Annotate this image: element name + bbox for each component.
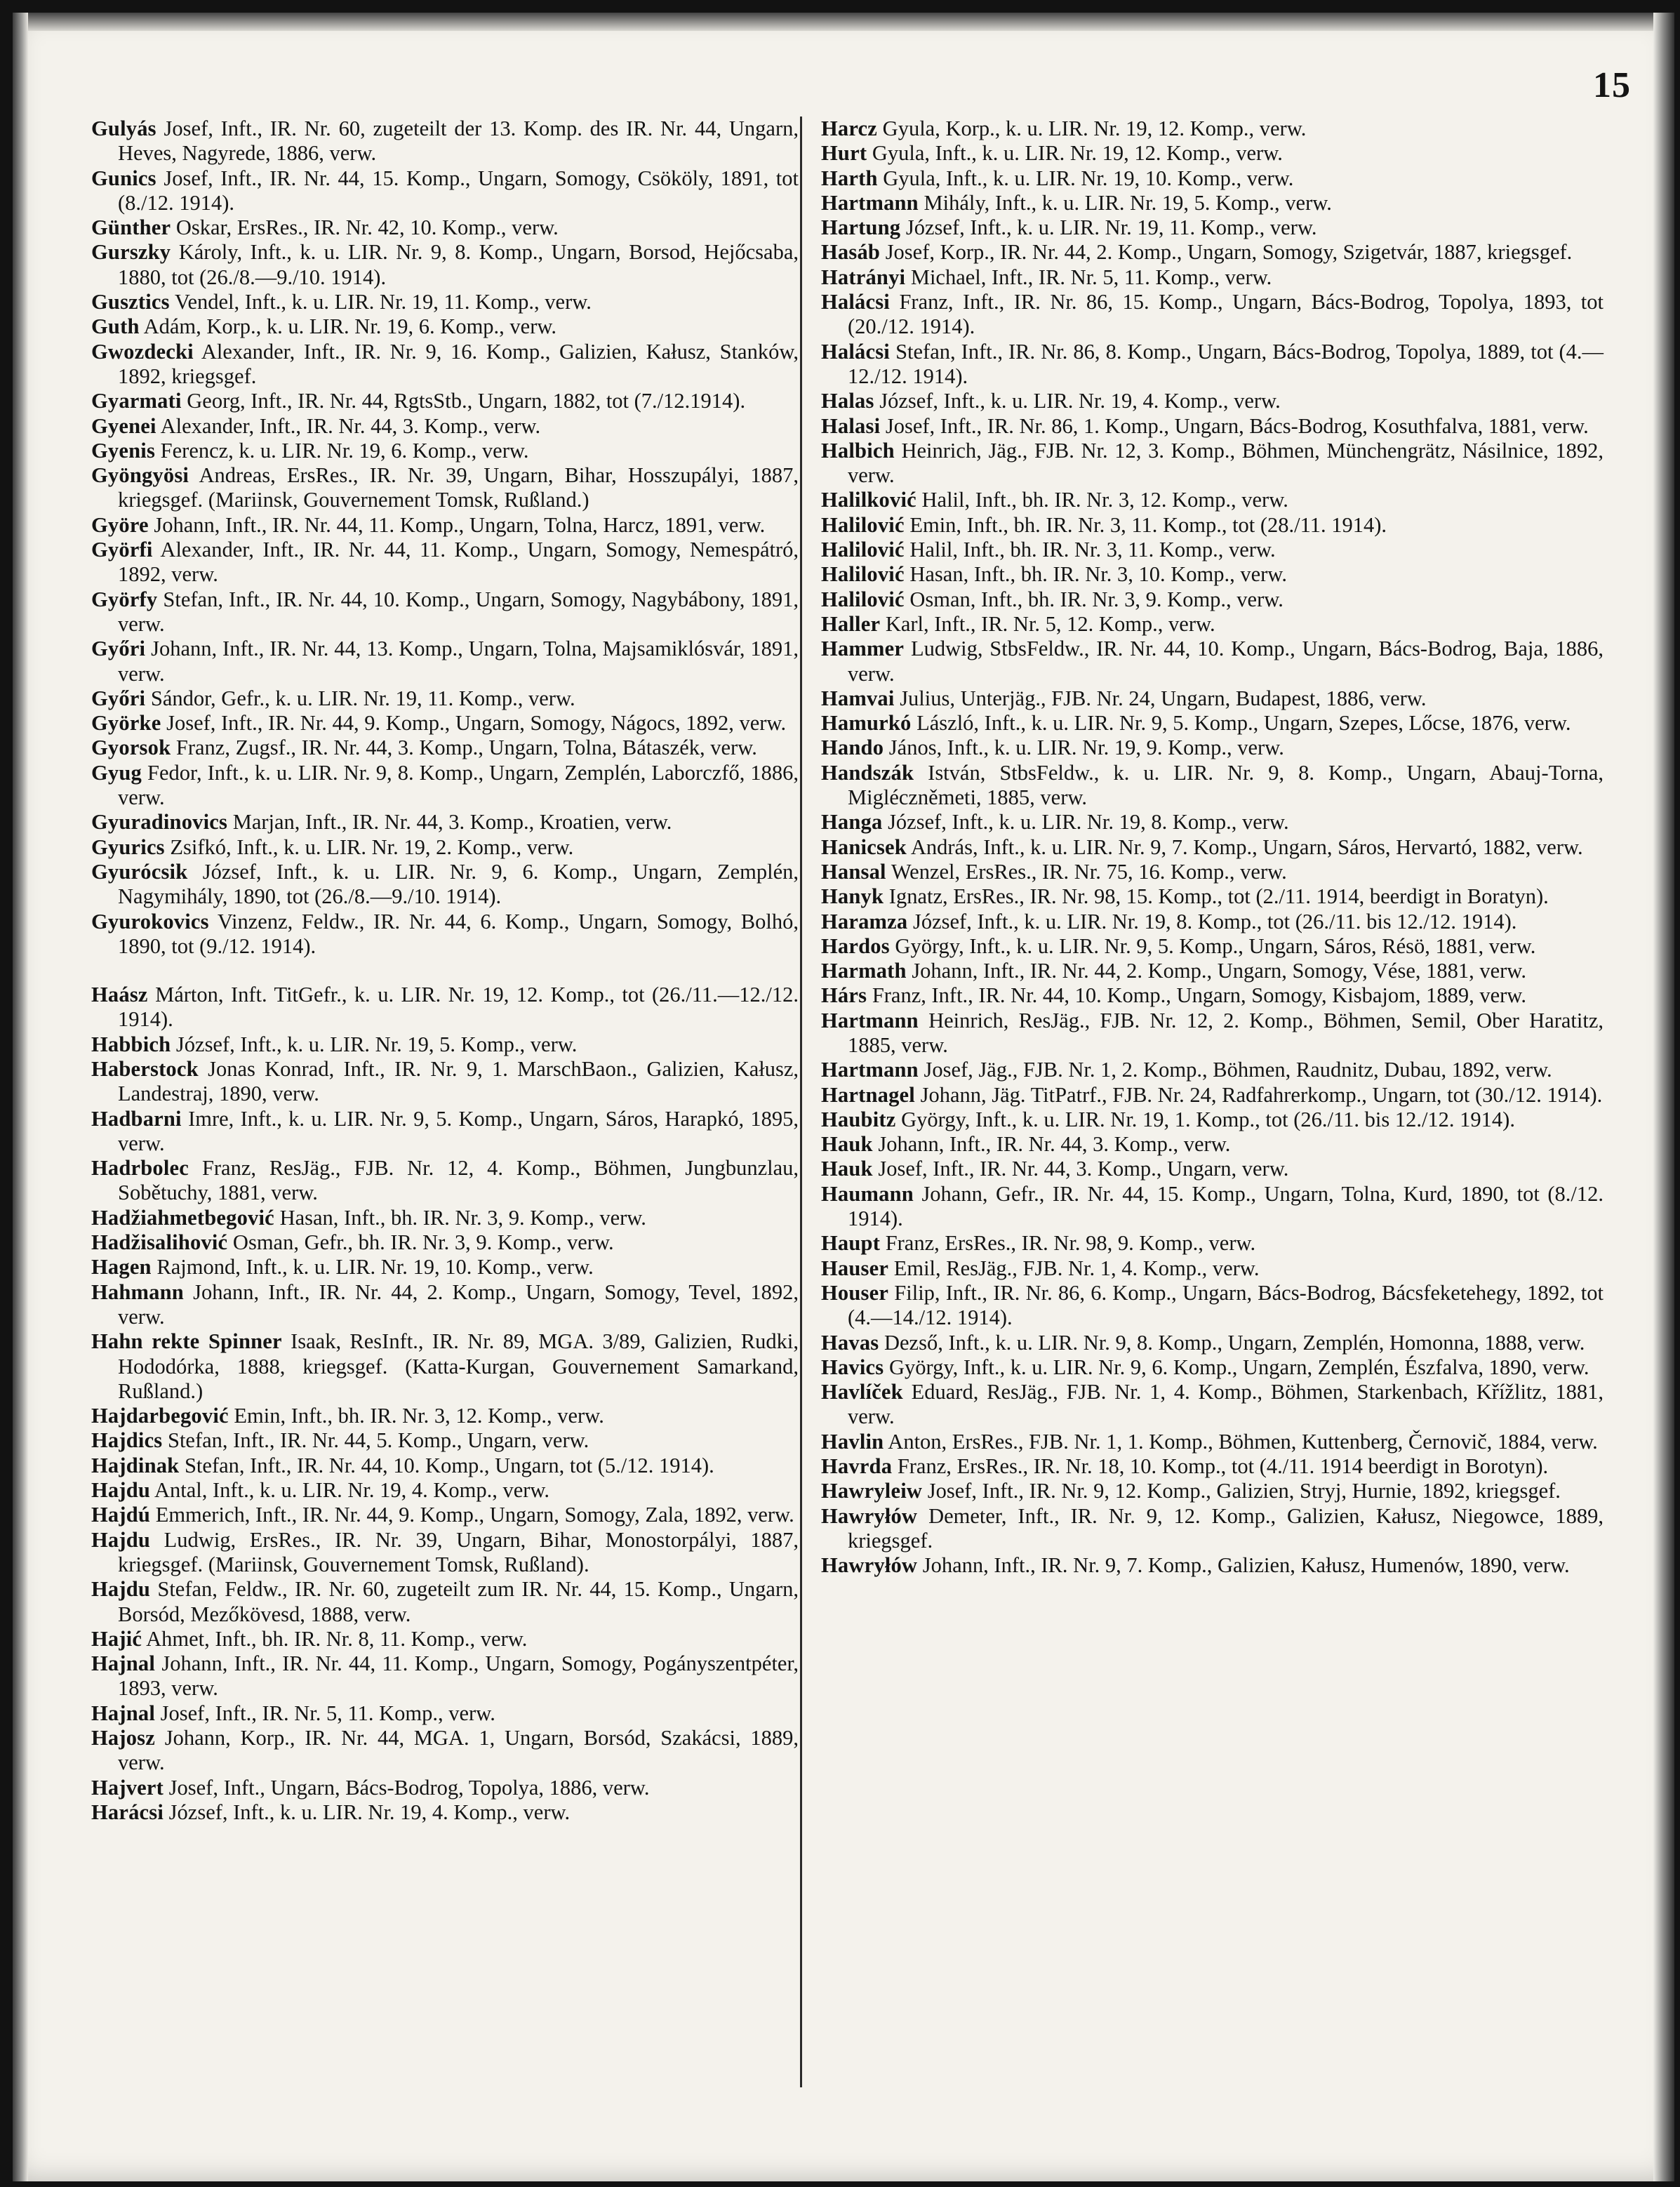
entry-details: Gyula, Inft., k. u. LIR. Nr. 19, 12. Komp., verw. — [872, 141, 1283, 166]
entry-surname: Halilović — [821, 587, 905, 611]
entry-details: Franz, Zugsf., IR. Nr. 44, 3. Komp., Ungarn, Tolna, Bátaszék, verw. — [175, 736, 757, 760]
casualty-entry — [91, 513, 799, 538]
entry-surname: Halilović — [821, 512, 905, 537]
entry-details: Gyula, Inft., k. u. LIR. Nr. 19, 10. Komp., verw. — [883, 166, 1294, 190]
entry-surname: Hajdu — [91, 1527, 151, 1552]
entry-details: Johann, Inft., IR. Nr. 9, 7. Komp., Galizien, Kałusz, Humenów, 1890, verw. — [922, 1553, 1570, 1578]
entry-surname: Hansal — [821, 859, 886, 884]
entry-surname: Gusztics — [91, 290, 170, 314]
entry-details: Georg, Inft., IR. Nr. 44, RgtsStb., Ungarn, 1882, tot (7./12.1914). — [187, 389, 746, 413]
casualty-entry — [821, 141, 1604, 166]
entry-surname: Hartnagel — [821, 1082, 915, 1107]
entry-surname: Havrda — [821, 1454, 893, 1479]
casualty-entry — [91, 389, 799, 413]
casualty-entry — [821, 1331, 1604, 1355]
casualty-entry — [821, 736, 1604, 760]
entry-surname: Győri — [91, 686, 146, 710]
entry-details: Osman, Inft., bh. IR. Nr. 3, 9. Komp., verw. — [909, 587, 1284, 611]
casualty-entry — [91, 736, 799, 760]
entry-details: Josef, Inft., IR. Nr. 44, 9. Komp., Ungarn, Somogy, Nágocs, 1892, verw. — [166, 711, 787, 736]
entry-details: Josef, Inft., IR. Nr. 60, zugeteilt der 13. Komp. des IR. Nr. 44, Ungarn, Heves, Nagyrede, 1886, verw. — [118, 117, 799, 166]
casualty-entry — [91, 1206, 799, 1230]
casualty-entry — [91, 711, 799, 736]
entry-details: Johann, Jäg. TitPatrf., FJB. Nr. 24, Radfahrerkomp., Ungarn, tot (30./12. 1914). — [920, 1082, 1603, 1107]
entry-surname: Györe — [91, 512, 149, 537]
entry-surname: Hartung — [821, 215, 901, 240]
casualty-entry — [91, 1577, 799, 1627]
entry-details: Antal, Inft., k. u. LIR. Nr. 19, 4. Komp., verw. — [154, 1478, 550, 1503]
entry-details: József, Inft., k. u. LIR. Nr. 19, 8. Komp., verw. — [888, 810, 1289, 835]
entry-details: Alexander, Inft., IR. Nr. 44, 3. Komp., verw. — [160, 413, 541, 438]
entry-details: Josef, Inft., IR. Nr. 86, 1. Komp., Ungarn, Bács-Bodrog, Kosuthfalva, 1881, verw. — [885, 413, 1589, 438]
entry-surname: Hajnal — [91, 1701, 156, 1725]
casualty-entry — [91, 810, 799, 835]
entry-surname: Hasáb — [821, 240, 881, 265]
entry-details: Johann, Inft., IR. Nr. 44, 2. Komp., Ungarn, Somogy, Tevel, 1892, verw. — [118, 1279, 799, 1329]
entry-details: Ferencz, k. u. LIR. Nr. 19, 6. Komp., verw. — [160, 438, 529, 463]
casualty-entry — [91, 1726, 799, 1776]
entry-surname: Haramza — [821, 909, 908, 933]
entry-details: Emin, Inft., bh. IR. Nr. 3, 11. Komp., tot (28./11. 1914). — [909, 512, 1387, 537]
casualty-entry — [821, 835, 1604, 860]
entry-details: Mihály, Inft., k. u. LIR. Nr. 19, 5. Komp., verw. — [924, 190, 1332, 215]
entry-details: Vendel, Inft., k. u. LIR. Nr. 19, 11. Komp., verw. — [174, 290, 592, 314]
entry-details: József, Inft., k. u. LIR. Nr. 19, 5. Komp., verw. — [175, 1032, 578, 1056]
entry-surname: Haberstock — [91, 1056, 199, 1081]
entry-surname: Hartmann — [821, 190, 919, 215]
entry-surname: Hauk — [821, 1157, 873, 1181]
entry-surname: Györfi — [91, 538, 153, 562]
casualty-entry — [91, 1156, 799, 1206]
casualty-entry — [91, 1627, 799, 1651]
entry-surname: Hauk — [821, 1132, 873, 1157]
entry-surname: Gyarmati — [91, 389, 182, 413]
entry-surname: Gyöngyösi — [91, 463, 189, 488]
casualty-entry — [91, 1503, 799, 1527]
entry-surname: Hajdu — [91, 1577, 151, 1602]
entry-details: Josef, Inft., IR. Nr. 5, 11. Komp., verw. — [160, 1701, 495, 1725]
casualty-entry — [91, 1478, 799, 1503]
entry-surname: Harth — [821, 166, 878, 190]
entry-details: Zsifkó, Inft., k. u. LIR. Nr. 19, 2. Komp., verw. — [170, 835, 574, 859]
casualty-entry — [821, 117, 1604, 141]
entry-details: József, Inft., k. u. LIR. Nr. 9, 6. Komp., Ungarn, Zemplén, Nagymihály, 1890, tot (26./8.—9./10. 1914). — [118, 859, 799, 909]
entry-details: Jonas Konrad, Inft., IR. Nr. 9, 1. MarschBaon., Galizien, Kałusz, Landestraj, 1890, verw. — [118, 1056, 799, 1106]
entry-details: Franz, ErsRes., IR. Nr. 98, 9. Komp., verw. — [885, 1231, 1256, 1256]
entry-surname: Handszák — [821, 760, 914, 785]
casualty-entry — [91, 835, 799, 860]
entry-details: Emil, ResJäg., FJB. Nr. 1, 4. Komp., verw. — [893, 1256, 1260, 1280]
entry-details: Emin, Inft., bh. IR. Nr. 3, 12. Komp., verw. — [234, 1404, 604, 1428]
entry-details: Josef, Inft., IR. Nr. 9, 12. Komp., Galizien, Stryj, Hurnie, 1892, kriegsgef. — [927, 1479, 1561, 1503]
entry-details: Johann, Inft., IR. Nr. 44, 11. Komp., Ungarn, Tolna, Harcz, 1891, verw. — [154, 512, 766, 537]
entry-surname: Hadžisalihović — [91, 1230, 228, 1255]
entry-details: Marjan, Inft., IR. Nr. 44, 3. Komp., Kroatien, verw. — [232, 810, 672, 835]
casualty-entry — [821, 1504, 1604, 1554]
entry-details: Emmerich, Inft., IR. Nr. 44, 9. Komp., Ungarn, Somogy, Zala, 1892, verw. — [155, 1503, 794, 1527]
entry-surname: Györfy — [91, 587, 158, 611]
entry-surname: Harmath — [821, 959, 907, 983]
entry-details: György, Inft., k. u. LIR. Nr. 19, 1. Komp., tot (26./11. bis 12./12. 1914). — [901, 1107, 1515, 1131]
entry-details: Franz, ResJäg., FJB. Nr. 12, 4. Komp., Böhmen, Jungbunzlau, Sobětuchy, 1881, verw. — [118, 1156, 799, 1205]
casualty-entry — [91, 1776, 799, 1800]
casualty-entry — [91, 290, 799, 314]
casualty-entry — [821, 884, 1604, 909]
entry-surname: Hanicsek — [821, 835, 907, 859]
casualty-entry — [821, 389, 1604, 413]
casualty-entry — [91, 1230, 799, 1255]
entry-surname: Havlin — [821, 1429, 884, 1454]
entry-surname: Havics — [821, 1355, 884, 1379]
entry-details: Sándor, Gefr., k. u. LIR. Nr. 19, 11. Komp., verw. — [150, 686, 575, 710]
entry-surname: Hajvert — [91, 1775, 164, 1800]
casualty-entry — [821, 860, 1604, 884]
page-edge-top — [13, 13, 1674, 31]
casualty-entry — [821, 1108, 1604, 1132]
casualty-entry — [91, 1428, 799, 1453]
entry-details: Julius, Unterjäg., FJB. Nr. 24, Ungarn, Budapest, 1886, verw. — [900, 686, 1427, 710]
casualty-entry — [821, 910, 1604, 934]
left-column — [91, 117, 799, 1825]
entry-details: Imre, Inft., k. u. LIR. Nr. 9, 5. Komp., Ungarn, Sáros, Harapkó, 1895, verw. — [118, 1106, 799, 1155]
casualty-entry — [821, 1454, 1604, 1479]
casualty-entry — [821, 1132, 1604, 1157]
entry-details: József, Inft., k. u. LIR. Nr. 19, 4. Komp., verw. — [879, 389, 1281, 413]
entry-details: Franz, Inft., IR. Nr. 86, 15. Komp., Ungarn, Bács-Bodrog, Topolya, 1893, tot (20./12. 1914). — [848, 290, 1604, 339]
casualty-entry — [821, 1256, 1604, 1281]
casualty-entry — [91, 340, 799, 390]
column-divider — [800, 117, 802, 2087]
casualty-entry — [821, 637, 1604, 686]
entry-surname: Haupt — [821, 1231, 881, 1256]
entry-details: Ignatz, ErsRes., IR. Nr. 98, 15. Komp., tot (2./11. 1914, beerdigt in Boratyn). — [888, 884, 1549, 909]
entry-details: Fedor, Inft., k. u. LIR. Nr. 9, 8. Komp., Ungarn, Zemplén, Laborczfő, 1886, verw. — [118, 760, 799, 810]
entry-surname: Halilković — [821, 488, 916, 512]
casualty-entry — [821, 1479, 1604, 1503]
casualty-entry — [821, 761, 1604, 811]
entry-surname: Gulyás — [91, 117, 156, 140]
casualty-entry — [821, 1430, 1604, 1454]
casualty-entry — [91, 1329, 799, 1404]
casualty-entry — [91, 761, 799, 811]
entry-surname: Hagen — [91, 1255, 152, 1279]
casualty-entry — [91, 1032, 799, 1057]
casualty-entry — [91, 637, 799, 686]
casualty-entry — [821, 1009, 1604, 1058]
entry-details: Josef, Inft., Ungarn, Bács-Bodrog, Topolya, 1886, verw. — [168, 1775, 650, 1800]
entry-surname: Hajdinak — [91, 1453, 180, 1477]
entry-details: Ludwig, ErsRes., IR. Nr. 39, Ungarn, Bihar, Monostorpályi, 1887, kriegsgef. (Mariinsk, Gouvernement Tomsk, Rußland). — [118, 1527, 799, 1576]
entry-surname: Hahmann — [91, 1279, 184, 1304]
entry-surname: Hajosz — [91, 1726, 155, 1750]
casualty-entry — [821, 290, 1604, 340]
casualty-entry — [821, 1157, 1604, 1181]
entry-details: Josef, Korp., IR. Nr. 44, 2. Komp., Ungarn, Somogy, Szigetvár, 1887, kriegsgef. — [885, 240, 1573, 265]
casualty-entry — [91, 1057, 799, 1107]
entry-details: József, Inft., k. u. LIR. Nr. 19, 8. Komp., tot (26./11. bis 12./12. 1914). — [912, 909, 1517, 933]
casualty-entry — [821, 439, 1604, 488]
casualty-entry — [91, 240, 799, 290]
entry-details: Hasan, Inft., bh. IR. Nr. 3, 9. Komp., verw. — [279, 1205, 646, 1230]
entry-details: Johann, Inft., IR. Nr. 44, 3. Komp., verw. — [878, 1132, 1231, 1157]
casualty-entry — [91, 686, 799, 711]
entry-details: Filip, Inft., IR. Nr. 86, 6. Komp., Ungarn, Bács-Bodrog, Bácsfeketehegy, 1892, tot (4.—14./12. 1914). — [848, 1280, 1604, 1330]
casualty-entry — [91, 439, 799, 463]
casualty-entry — [821, 414, 1604, 439]
casualty-entry — [91, 166, 799, 216]
entry-surname: Haász — [91, 983, 148, 1007]
casualty-entry — [821, 1281, 1604, 1331]
entry-details: Dezső, Inft., k. u. LIR. Nr. 9, 8. Komp., Ungarn, Zemplén, Homonna, 1888, verw. — [884, 1330, 1585, 1355]
entry-details: Wenzel, ErsRes., IR. Nr. 75, 16. Komp., verw. — [891, 859, 1287, 884]
entry-surname: Hamurkó — [821, 711, 912, 736]
entry-details: Heinrich, ResJäg., FJB. Nr. 12, 2. Komp., Böhmen, Semil, Ober Haratitz, 1885, verw. — [848, 1008, 1604, 1057]
entry-details: Heinrich, Jäg., FJB. Nr. 12, 3. Komp., Böhmen, Münchengrätz, Násilnice, 1892, verw. — [848, 438, 1604, 488]
entry-surname: Hanyk — [821, 884, 884, 909]
entry-surname: Hajdarbegović — [91, 1404, 229, 1428]
entry-surname: Hajić — [91, 1626, 142, 1651]
entry-details: Demeter, Inft., IR. Nr. 9, 12. Komp., Galizien, Kałusz, Niegowce, 1889, kriegsgef. — [848, 1503, 1604, 1553]
casualty-entry — [91, 1404, 799, 1428]
casualty-entry — [821, 810, 1604, 835]
entry-details: Anton, ErsRes., FJB. Nr. 1, 1. Komp., Böhmen, Kuttenberg, Černovič, 1884, verw. — [888, 1429, 1598, 1454]
casualty-entry — [821, 1083, 1604, 1108]
entry-surname: Halbich — [821, 438, 895, 463]
entry-details: Ahmet, Inft., bh. IR. Nr. 8, 11. Komp., verw. — [146, 1626, 528, 1651]
casualty-entry — [91, 314, 799, 339]
entry-surname: Hajnal — [91, 1651, 156, 1676]
entry-surname: Hardos — [821, 933, 890, 958]
entry-surname: Habbich — [91, 1032, 171, 1056]
casualty-entry — [821, 959, 1604, 983]
entry-surname: Hatrányi — [821, 265, 906, 289]
casualty-entry — [91, 587, 799, 637]
entry-details: Josef, Inft., IR. Nr. 44, 3. Komp., Ungarn, verw. — [878, 1157, 1289, 1181]
entry-surname: Hammer — [821, 637, 905, 661]
entry-details: Eduard, ResJäg., FJB. Nr. 1, 4. Komp., Böhmen, Starkenbach, Křížlitz, 1881, verw. — [848, 1380, 1604, 1429]
entry-details: Johann, Korp., IR. Nr. 44, MGA. 1, Ungarn, Borsód, Szakácsi, 1889, verw. — [118, 1726, 799, 1775]
casualty-entry — [821, 166, 1604, 191]
entry-surname: Halasi — [821, 413, 881, 438]
casualty-entry — [91, 1280, 799, 1330]
entry-surname: Hawryłów — [821, 1553, 918, 1578]
entry-surname: Hawryleiw — [821, 1479, 923, 1503]
entry-details: Adám, Korp., k. u. LIR. Nr. 19, 6. Komp., verw. — [143, 314, 557, 339]
entry-surname: Haubitz — [821, 1107, 896, 1131]
casualty-entry — [821, 612, 1604, 637]
entry-details: Isaak, ResInft., IR. Nr. 89, MGA. 3/89, Galizien, Rudki, Hododórka, 1888, kriegsgef. (Katta-Kurgan, Gouvernement Samarkand, Rußland.) — [118, 1329, 799, 1403]
entry-surname: Havas — [821, 1330, 879, 1355]
entry-surname: Haumann — [821, 1181, 914, 1206]
casualty-entry — [91, 414, 799, 439]
entry-details: Franz, ErsRes., IR. Nr. 18, 10. Komp., tot (4./11. 1914 beerdigt in Borotyn). — [897, 1454, 1549, 1479]
casualty-entry — [821, 934, 1604, 959]
casualty-entry — [821, 191, 1604, 215]
entry-details: Gyula, Korp., k. u. LIR. Nr. 19, 12. Komp., verw. — [882, 117, 1307, 140]
entry-details: Alexander, Inft., IR. Nr. 9, 16. Komp., Galizien, Kałusz, Stanków, 1892, kriegsgef. — [118, 339, 799, 388]
entry-details: Stefan, Inft., IR. Nr. 86, 8. Komp., Ungarn, Bács-Bodrog, Topolya, 1889, tot (4.—12./12. 1914). — [848, 339, 1604, 388]
entry-details: Oskar, ErsRes., IR. Nr. 42, 10. Komp., verw. — [175, 215, 559, 240]
entry-surname: Györke — [91, 711, 161, 736]
entry-surname: Hárs — [821, 983, 867, 1008]
entry-details: László, Inft., k. u. LIR. Nr. 9, 5. Komp., Ungarn, Szepes, Lőcse, 1876, verw. — [916, 711, 1571, 736]
entry-details: Franz, Inft., IR. Nr. 44, 10. Komp., Ungarn, Somogy, Kisbajom, 1889, verw. — [872, 983, 1526, 1008]
entry-details: Márton, Inft. TitGefr., k. u. LIR. Nr. 19, 12. Komp., tot (26./11.—12./12. 1914). — [118, 983, 799, 1032]
entry-surname: Gyenei — [91, 413, 156, 438]
entry-details: Osman, Gefr., bh. IR. Nr. 3, 9. Komp., verw. — [232, 1230, 614, 1255]
entry-details: Michael, Inft., IR. Nr. 5, 11. Komp., verw. — [910, 265, 1272, 289]
entry-surname: Halácsi — [821, 339, 890, 364]
page-number: 15 — [1593, 65, 1631, 105]
casualty-entry — [91, 1800, 799, 1825]
entry-details: György, Inft., k. u. LIR. Nr. 9, 6. Komp., Ungarn, Zemplén, Észfalva, 1890, verw. — [888, 1355, 1589, 1379]
entry-details: Halil, Inft., bh. IR. Nr. 3, 12. Komp., verw. — [921, 488, 1288, 512]
casualty-entry — [91, 463, 799, 513]
entry-details: István, StbsFeldw., k. u. LIR. Nr. 9, 8. Komp., Ungarn, Abauj-Torna, Migléczněmeti, 1885, verw. — [848, 760, 1604, 810]
entry-details: Johann, Gefr., IR. Nr. 44, 15. Komp., Ungarn, Tolna, Kurd, 1890, tot (8./12. 1914). — [848, 1181, 1604, 1231]
entry-surname: Halácsi — [821, 290, 890, 314]
casualty-entry — [821, 340, 1604, 390]
book-page — [13, 13, 1674, 2181]
entry-details: Stefan, Inft., IR. Nr. 44, 10. Komp., Ungarn, tot (5./12. 1914). — [184, 1453, 714, 1477]
entry-surname: Harácsi — [91, 1800, 164, 1824]
entry-surname: Hadbarni — [91, 1106, 182, 1131]
entry-surname: Hauser — [821, 1256, 889, 1280]
entry-surname: Gyurics — [91, 835, 165, 859]
entry-details: Hasan, Inft., bh. IR. Nr. 3, 10. Komp., verw. — [909, 562, 1287, 587]
entry-details: Karl, Inft., IR. Nr. 5, 12. Komp., verw. — [885, 611, 1215, 636]
entry-surname: Hawryłów — [821, 1503, 918, 1528]
entry-surname: Gyug — [91, 760, 142, 785]
entry-details: Halil, Inft., bh. IR. Nr. 3, 11. Komp., verw. — [909, 538, 1276, 562]
casualty-entry — [821, 1380, 1604, 1430]
casualty-entry — [91, 538, 799, 587]
entry-surname: Hajdu — [91, 1478, 151, 1503]
entry-details: Andreas, ErsRes., IR. Nr. 39, Ungarn, Bihar, Hosszupályi, 1887, kriegsgef. (Mariinsk, Gouvernement Tomsk, Rußland.) — [118, 463, 799, 512]
entry-surname: Houser — [821, 1280, 889, 1305]
entry-details: József, Inft., k. u. LIR. Nr. 19, 11. Komp., verw. — [905, 215, 1317, 240]
entry-surname: Günther — [91, 215, 171, 240]
entry-details: Johann, Inft., IR. Nr. 44, 11. Komp., Ungarn, Somogy, Pogányszentpéter, 1893, verw. — [118, 1651, 799, 1701]
entry-surname: Hajdú — [91, 1503, 151, 1527]
casualty-entry — [821, 983, 1604, 1008]
casualty-entry — [821, 1058, 1604, 1082]
entry-details: György, Inft., k. u. LIR. Nr. 9, 5. Komp., Ungarn, Sáros, Résö, 1881, verw. — [895, 933, 1536, 958]
casualty-entry — [91, 117, 799, 166]
casualty-entry — [821, 240, 1604, 265]
entry-surname: Harcz — [821, 117, 878, 140]
entry-surname: Gunics — [91, 166, 156, 190]
entry-surname: Haller — [821, 611, 881, 636]
casualty-entry — [821, 587, 1604, 612]
page-edge-left — [13, 13, 28, 2181]
casualty-entry — [91, 1528, 799, 1578]
entry-surname: Gurszky — [91, 240, 171, 265]
entry-details: Vinzenz, Feldw., IR. Nr. 44, 6. Komp., Ungarn, Somogy, Bolhó, 1890, tot (9./12. 1914). — [118, 909, 799, 958]
entry-surname: Hadrbolec — [91, 1156, 189, 1181]
casualty-entry — [821, 686, 1604, 711]
entry-details: Alexander, Inft., IR. Nr. 44, 11. Komp., Ungarn, Somogy, Nemespátró, 1892, verw. — [118, 538, 799, 587]
casualty-entry — [821, 1553, 1604, 1578]
entry-surname: Gyenis — [91, 438, 156, 463]
casualty-entry — [91, 1701, 799, 1726]
casualty-entry — [91, 1107, 799, 1157]
entry-details: József, Inft., k. u. LIR. Nr. 19, 4. Komp., verw. — [168, 1800, 571, 1824]
casualty-entry — [821, 711, 1604, 736]
casualty-entry — [91, 1454, 799, 1478]
page-edge-right — [1653, 13, 1674, 2181]
entry-surname: Hajdics — [91, 1428, 163, 1453]
entry-surname: Hadžiahmetbegović — [91, 1205, 274, 1230]
casualty-entry — [91, 860, 799, 910]
entry-details: János, Inft., k. u. LIR. Nr. 19, 9. Komp., verw. — [888, 736, 1284, 760]
entry-details: Stefan, Inft., IR. Nr. 44, 10. Komp., Ungarn, Somogy, Nagybábony, 1891, verw. — [118, 587, 799, 636]
entry-surname: Halas — [821, 389, 874, 413]
casualty-entry — [821, 1355, 1604, 1380]
casualty-entry — [821, 1182, 1604, 1232]
right-column — [821, 117, 1604, 1578]
casualty-entry — [91, 215, 799, 240]
entry-details: Josef, Inft., IR. Nr. 44, 15. Komp., Ungarn, Somogy, Csököly, 1891, tot (8./12. 1914). — [118, 166, 799, 215]
entry-surname: Hanga — [821, 810, 883, 835]
entry-details: Josef, Jäg., FJB. Nr. 1, 2. Komp., Böhmen, Raudnitz, Dubau, 1892, verw. — [924, 1058, 1552, 1082]
entry-surname: Halilović — [821, 562, 905, 587]
entry-surname: Havlíček — [821, 1380, 903, 1404]
entry-details: Stefan, Inft., IR. Nr. 44, 5. Komp., Ungarn, verw. — [168, 1428, 589, 1453]
entry-details: András, Inft., k. u. LIR. Nr. 9, 7. Komp., Ungarn, Sáros, Hervartó, 1882, verw. — [910, 835, 1583, 859]
entry-surname: Gyorsok — [91, 736, 171, 760]
entry-surname: Gyurokovics — [91, 909, 209, 933]
entry-surname: Guth — [91, 314, 140, 339]
casualty-entry — [91, 910, 799, 959]
casualty-entry — [91, 1255, 799, 1279]
entry-surname: Győri — [91, 637, 146, 661]
casualty-entry — [821, 513, 1604, 538]
entry-details: Johann, Inft., IR. Nr. 44, 13. Komp., Ungarn, Tolna, Majsamiklósvár, 1891, verw. — [118, 637, 799, 686]
entry-details: Károly, Inft., k. u. LIR. Nr. 9, 8. Komp., Ungarn, Borsod, Hejőcsaba, 1880, tot (26./8.—9./10. 1914). — [118, 240, 799, 289]
casualty-entry — [91, 1651, 799, 1701]
casualty-entry — [821, 562, 1604, 587]
entry-surname: Hartmann — [821, 1008, 919, 1032]
entry-surname: Hahn rekte Spinner — [91, 1329, 282, 1354]
entry-details: Ludwig, StbsFeldw., IR. Nr. 44, 10. Komp., Ungarn, Bács-Bodrog, Baja, 1886, verw. — [848, 637, 1604, 686]
entry-surname: Hamvai — [821, 686, 895, 710]
casualty-entry — [821, 265, 1604, 290]
entry-surname: Halilović — [821, 538, 905, 562]
entry-surname: Hartmann — [821, 1058, 919, 1082]
entry-details: Johann, Inft., IR. Nr. 44, 2. Komp., Ungarn, Somogy, Vése, 1881, verw. — [912, 959, 1526, 983]
casualty-entry — [91, 983, 799, 1032]
casualty-entry — [821, 1231, 1604, 1256]
entry-surname: Gyuradinovics — [91, 810, 228, 835]
entry-details: Rajmond, Inft., k. u. LIR. Nr. 19, 10. Komp., verw. — [156, 1255, 594, 1279]
casualty-entry — [821, 538, 1604, 562]
entry-surname: Gwozdecki — [91, 339, 194, 364]
casualty-entry — [821, 215, 1604, 240]
entry-surname: Hando — [821, 736, 884, 760]
entry-details: Stefan, Feldw., IR. Nr. 60, zugeteilt zum IR. Nr. 44, 15. Komp., Ungarn, Borsód, Mezőkövesd, 1888, verw. — [118, 1577, 799, 1626]
entry-surname: Hurt — [821, 141, 867, 166]
entry-surname: Gyurócsik — [91, 859, 188, 884]
casualty-entry — [821, 488, 1604, 512]
